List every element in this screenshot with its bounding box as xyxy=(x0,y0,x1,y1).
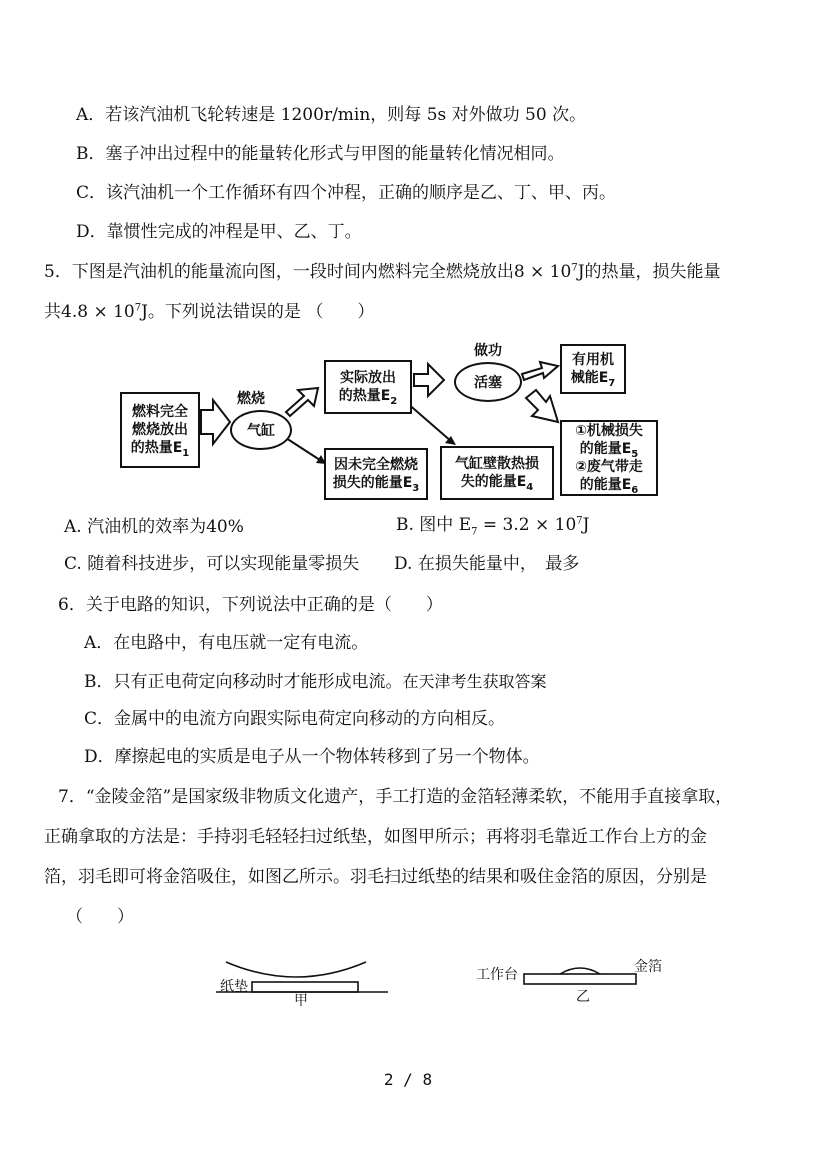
q7-line3: 箔，羽毛即可将金箔吸住，如图乙所示。羽毛扫过纸垫的结果和吸住金箔的原因，分别是 xyxy=(44,867,707,887)
figure-yi xyxy=(476,952,686,1012)
fig1-label-paper-pad: 纸垫 xyxy=(220,979,248,995)
fig1-caption: 甲 xyxy=(294,993,308,1009)
ellipse-cylinder: 气缸 xyxy=(230,410,292,450)
q7-answer-blank: （ ） xyxy=(66,907,134,927)
label-burn: 燃烧 xyxy=(237,391,265,407)
label-work: 做功 xyxy=(474,343,502,359)
q4-option-b: B．塞子冲出过程中的能量转化形式与甲图的能量转化情况相同。 xyxy=(76,144,565,164)
arrow-piston-to-useful xyxy=(522,362,558,380)
q6-option-d: D．摩擦起电的实质是电子从一个物体转移到了另一个物体。 xyxy=(84,747,540,767)
q5-stem-line2: 共$4.8 \times 10^7J$。下列说法错误的是 （ ） xyxy=(44,302,375,322)
arrow-cylinder-to-unburned xyxy=(286,438,323,462)
q5-option-a: A. 汽油机的效率为40% xyxy=(64,517,244,537)
q5-option-d: D. 在损失能量中， 最多 xyxy=(394,554,580,574)
q7-line1: 7．“金陵金箔”是国家级非物质文化遗产，手工打造的金箔轻薄柔软，不能用手直接拿取， xyxy=(58,787,733,807)
figure-jia xyxy=(216,950,396,1010)
q5-option-b: B. 图中 $E_7 = 3.2 \times 10^7J$ xyxy=(396,515,590,538)
q7-line2: 正确拿取的方法是：手持羽毛轻轻扫过纸垫，如图甲所示；再将羽毛靠近工作台上方的金 xyxy=(44,827,707,847)
feather-curve xyxy=(226,962,366,977)
q5-stem-line1: 5．下图是汽油机的能量流向图，一段时间内燃料完全燃烧放出$8 \times 10^7J$的热量，损失能量 xyxy=(44,262,721,282)
q6-option-a: A．在电路中，有电压就一定有电流。 xyxy=(84,633,369,653)
q6-option-c: C．金属中的电流方向跟实际电荷定向移动的方向相反。 xyxy=(84,709,506,729)
box-actual-heat: 实际放出 的热量$E_2$ xyxy=(324,360,412,414)
ellipse-piston: 活塞 xyxy=(454,362,522,402)
page-number: 2 / 8 xyxy=(383,1070,433,1089)
arrow-cylinder-to-actual xyxy=(286,388,318,416)
q5-option-c: C. 随着科技进步，可以实现能量零损失 xyxy=(64,554,360,574)
q4-option-a: A．若该汽油机飞轮转速是 1200r/min，则每 5s 对外做功 50 次。 xyxy=(76,105,587,125)
fig2-label-workbench: 工作台 xyxy=(476,967,518,983)
arrow-piston-to-losses xyxy=(526,390,558,422)
q4-option-d: D．靠惯性完成的冲程是甲、乙、丁。 xyxy=(76,222,362,242)
q4-option-c: C．该汽油机一个工作循环有四个冲程，正确的顺序是乙、丁、甲、丙。 xyxy=(76,183,617,203)
workbench xyxy=(524,974,636,984)
arrow-fuel-to-cylinder xyxy=(201,400,230,444)
box-mechanical-exhaust-loss: ①机械损失 的能量$E_5$ ②废气带走 的能量$E_6$ xyxy=(560,420,658,496)
fig2-caption: 乙 xyxy=(576,989,590,1005)
box-wall-heat-loss: 气缸壁散热损 失的能量$E_4$ xyxy=(440,446,554,500)
box-useful-energy: 有用机 械能$E_7$ xyxy=(560,344,626,394)
q6-option-b: B．只有正电荷定向移动时才能形成电流。在天津考生获取答案 xyxy=(84,672,547,692)
arrow-actual-to-wall xyxy=(406,402,452,442)
fig2-label-gold-foil: 金箔 xyxy=(634,959,662,975)
gold-foil-curve xyxy=(560,968,600,974)
box-fuel-heat: 燃料完全 燃烧放出 的热量$E_1$ xyxy=(120,392,200,468)
q6-stem: 6．关于电路的知识，下列说法中正确的是（ ） xyxy=(58,595,443,615)
box-unburned-loss: 因未完全燃烧 损失的能量$E_3$ xyxy=(324,448,428,500)
energy-flow-diagram xyxy=(118,340,673,510)
arrow-actual-to-piston xyxy=(414,364,444,396)
